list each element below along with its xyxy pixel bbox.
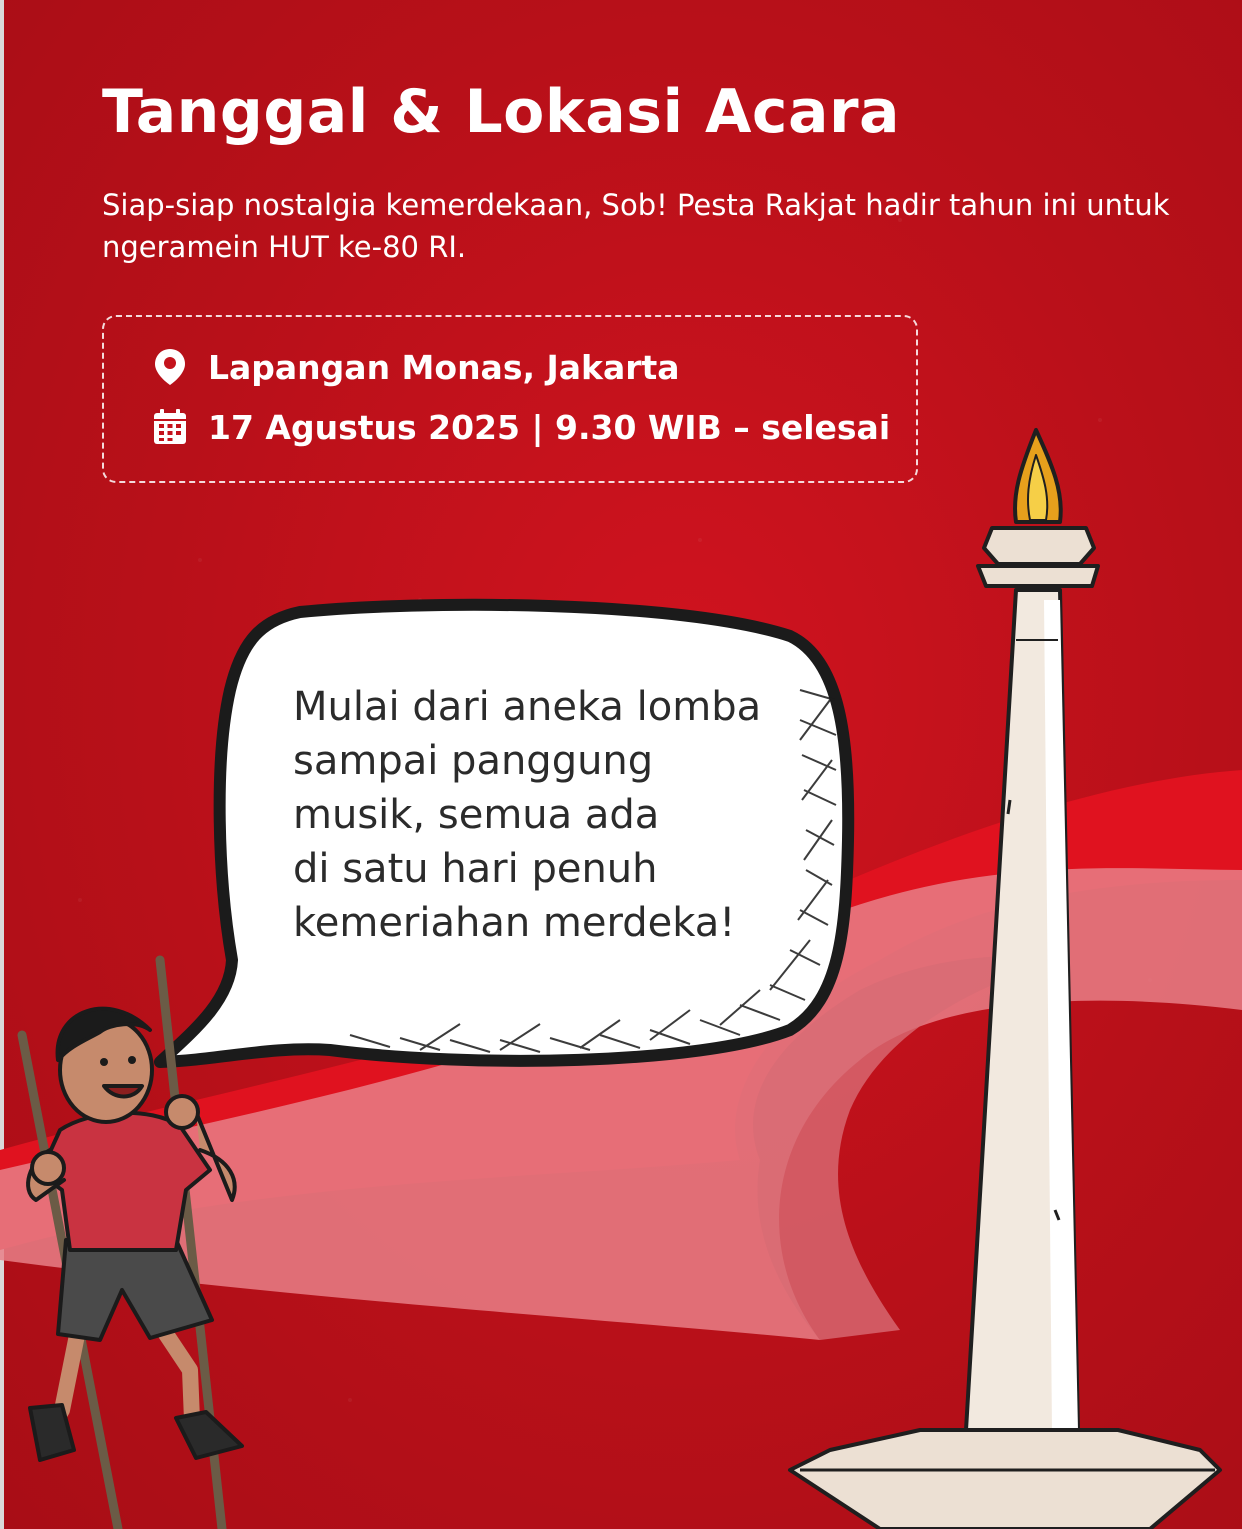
map-pin-icon xyxy=(150,347,190,387)
page-subtitle: Siap-siap nostalgia kemerdekaan, Sob! Pesta Rakjat hadir tahun ini untuk ngeramein HUT ke-80 RI. xyxy=(102,188,1170,264)
bubble-line: sampai panggung xyxy=(293,738,654,784)
event-info-box xyxy=(102,315,918,483)
event-location: Lapangan Monas, Jakarta xyxy=(208,347,680,387)
bubble-line: di satu hari penuh xyxy=(293,846,658,892)
bubble-line: musik, semua ada xyxy=(293,792,660,838)
date-row xyxy=(150,407,890,447)
event-datetime: 17 Agustus 2025 | 9.30 WIB – selesai xyxy=(208,407,891,447)
location-row xyxy=(150,347,680,387)
bubble-line: kemeriahan merdeka! xyxy=(293,900,736,946)
calendar-icon xyxy=(150,407,190,447)
bubble-line: Mulai dari aneka lomba xyxy=(293,684,762,730)
page-title: Tanggal & Lokasi Acara xyxy=(102,77,901,147)
speech-bubble-text xyxy=(293,680,793,950)
